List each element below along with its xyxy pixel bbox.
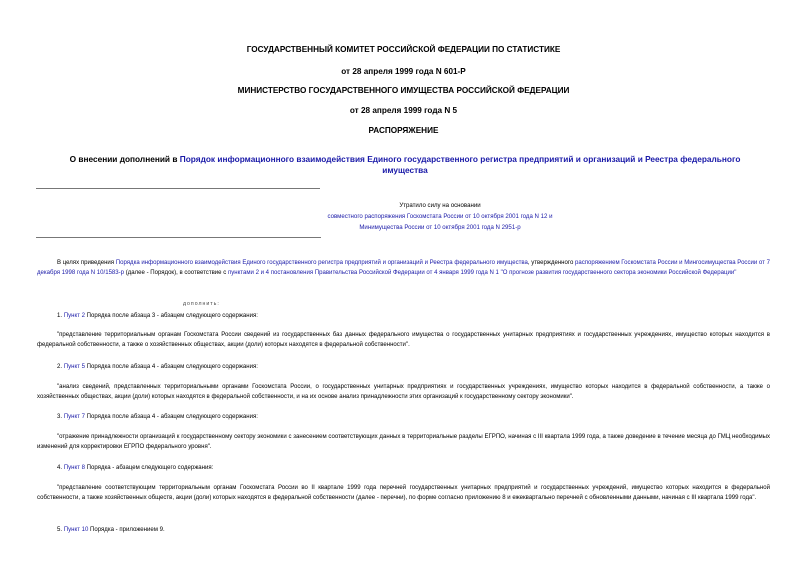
rasporyazhenie-link[interactable]: распоряжением Госкомстата России и Мингосимущества России от 7 декабря 1998 года N 10/1583-р: [37, 260, 770, 276]
dopolnit-label: дополнить:: [183, 301, 220, 307]
lost-force-link[interactable]: совместного распоряжения Госкомстата России от 10 октября 2001 года N 12 и: [327, 213, 553, 220]
item-2-quote: "анализ сведений, представленных территориальными органами Госкомстата России, о государственных унитарных предприятиях и государственных учреждениях, имущество которых находится в федеральной собственности, а также о хозяйственных обществах, акции (доли) которых находятся в федеральной собственности, и на их основе анализ принадлежности этих организаций к государственному сектору экономики".: [37, 384, 770, 400]
poryadok-link[interactable]: Порядка информационного взаимодействия Единого государственного регистра предприятий и организаций и Реестра федерального имущества: [115, 260, 528, 266]
title-prefix: О внесении дополнений в: [69, 154, 180, 164]
item-1-quote: "представление территориальным органам Госкомстата России сведений из государственных баз данных федерального имущества о государственных унитарных предприятиях и государственных учреждениях, имущество которых находится в федеральной собственности, а также о хозяйственных обществах, акции (доли) которых находятся в федеральной собственности".: [37, 332, 770, 348]
item-3: 3. Пункт 7 Порядка после абзаца 4 - абзацем следующего содержания:: [57, 414, 258, 420]
item-3-link[interactable]: Пункт 7: [63, 414, 85, 420]
lost-force-label: Утратило силу на основании: [399, 202, 481, 209]
item-1-link[interactable]: Пункт 2: [63, 313, 85, 319]
item-2-link[interactable]: Пункт 5: [63, 364, 85, 370]
item-5: 5. Пункт 10 Порядка - приложением 9.: [57, 527, 165, 533]
divider-bottom: [36, 237, 321, 238]
ministry-date: от 28 апреля 1999 года N 5: [349, 106, 458, 115]
item-4-link[interactable]: Пункт 8: [63, 465, 85, 471]
postanovlenie-link[interactable]: пунктами 2 и 4 постановления Правительства Российской Федерации от 4 января 1999 года N 1 "О прогнозе развития государственного сектора экономики Российской Федерации": [227, 269, 737, 276]
divider-top: [36, 188, 320, 189]
document-type: РАСПОРЯЖЕНИЕ: [368, 126, 439, 135]
lost-force-note: [230, 200, 650, 233]
committee-date: от 28 апреля 1999 года N 601-Р: [341, 67, 466, 76]
intro-paragraph: В целях приведения Порядка информационного взаимодействия Единого государственного регистра предприятий и организаций и Реестра федерального имущества, утвержденного распоряжением Госкомстата России и Мингосимущества России от 7 декабря 1998 года N 10/1583-р (далее - Порядок), в соответствие с пунктами 2 и 4 постановления Правительства Российской Федерации от 4 января 1999 года N 1 "О прогнозе развития государственного сектора экономики Российской Федерации": [37, 260, 770, 276]
ministry-name: МИНИСТЕРСТВО ГОСУДАРСТВЕННОГО ИМУЩЕСТВА РОССИЙСКОЙ ФЕДЕРАЦИИ: [237, 86, 570, 95]
committee-name: ГОСУДАРСТВЕННЫЙ КОМИТЕТ РОССИЙСКОЙ ФЕДЕРАЦИИ ПО СТАТИСТИКЕ: [246, 45, 561, 54]
item-4: 4. Пункт 8 Порядка - абзацем следующего содержания:: [57, 465, 214, 471]
title-link-continuation[interactable]: имущества: [382, 165, 428, 175]
lost-force-link-continuation[interactable]: Минимущества России от 10 октября 2001 года N 2951-р: [359, 224, 521, 231]
item-5-link[interactable]: Пункт 10: [63, 527, 89, 533]
item-3-quote: "отражение принадлежности организаций к государственному сектору экономики с занесением соответствующих данных в территориальные разделы ЕГРПО, начиная с III квартала 1999 года, а также доведение в течение месяца до ГМЦ необходимых изменений для корректировки ЕГРПО федерального уровня".: [37, 434, 770, 450]
document-title: [35, 154, 775, 176]
title-link[interactable]: Порядок информационного взаимодействия Единого государственного регистра предприятий и организаций и Реестра федерального: [179, 154, 741, 164]
item-1: 1. Пункт 2 Порядка после абзаца 3 - абзацем следующего содержания:: [57, 313, 258, 319]
item-2: 2. Пункт 5 Порядка после абзаца 4 - абзацем следующего содержания:: [57, 364, 258, 370]
item-4-quote: "представление соответствующим территориальным органам Госкомстата России во II квартале 1999 года перечней государственных унитарных предприятий и государственных учреждений, имущество которых находится в федеральной собственности, а также хозяйственных обществ, акции (доли) которых находятся в федеральной собственности (далее - перечни), по форме согласно приложению 8 и ежеквартально перечней с обновленными данными, начиная с III квартала 1999 года".: [37, 485, 770, 501]
